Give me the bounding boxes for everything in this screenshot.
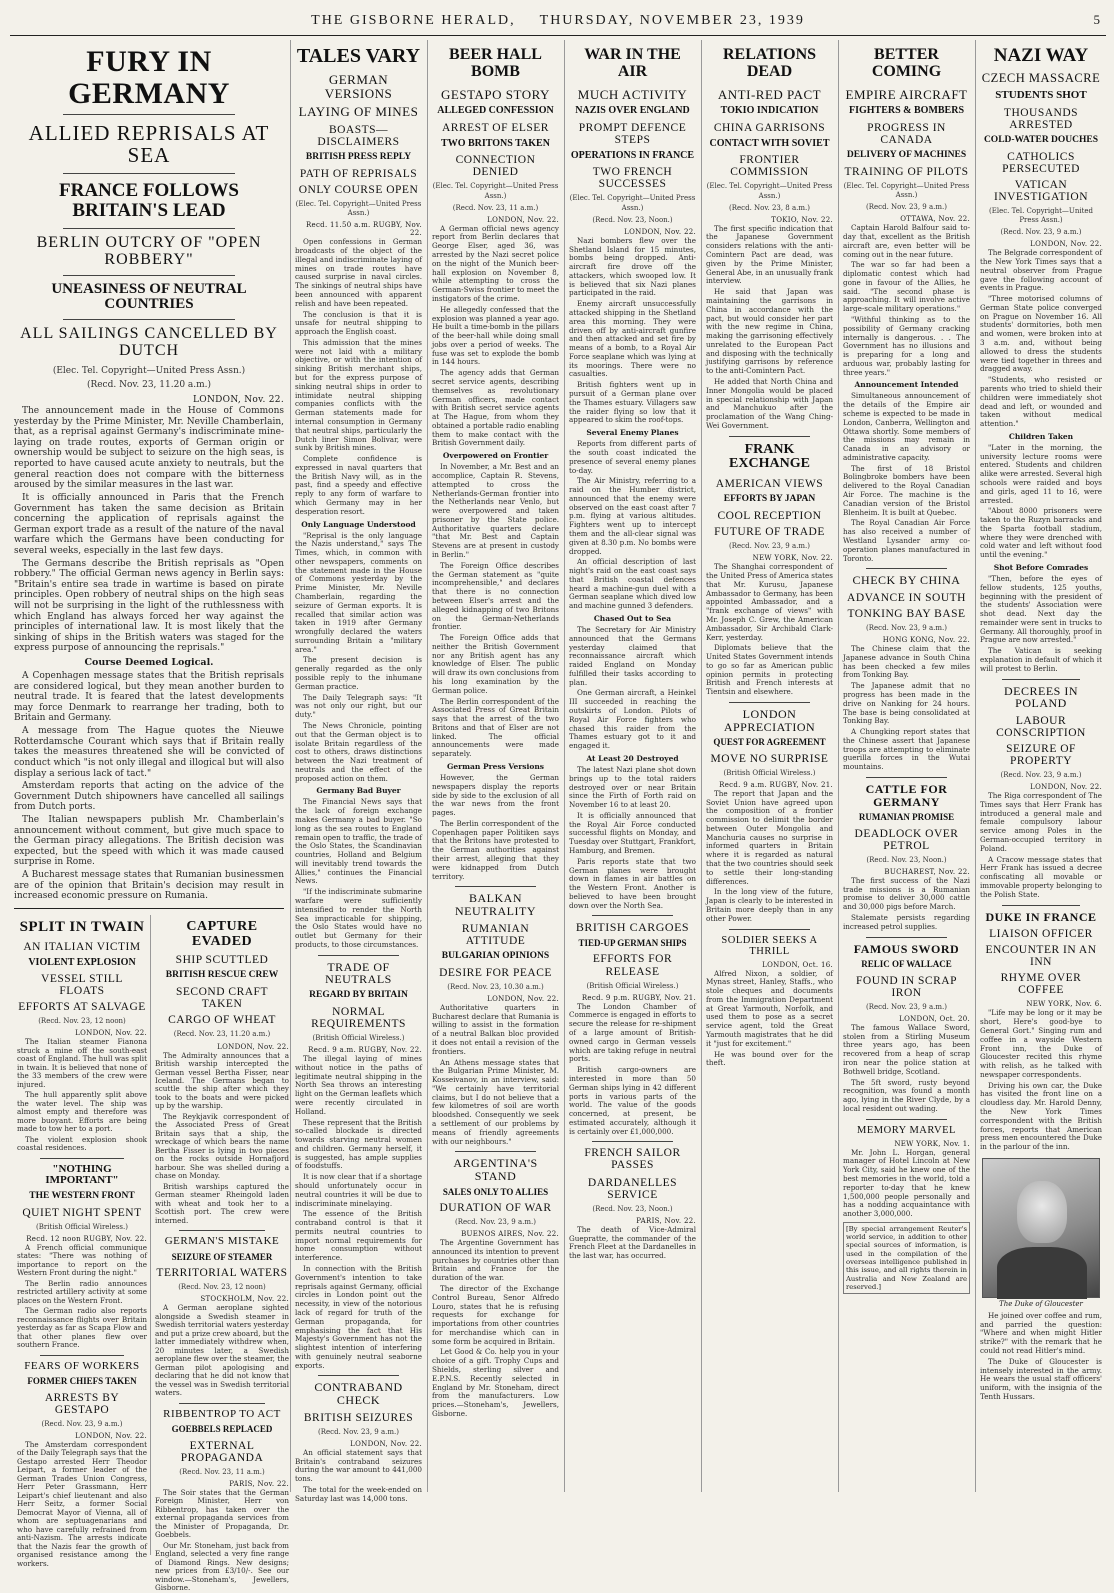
subhead: TWO FRENCH SUCCESSES [592, 166, 673, 191]
subhead: BERLIN OUTCRY OF "OPEN ROBBERY" [36, 233, 262, 268]
subhead: BRITISH RESCUE CREW [165, 970, 279, 981]
subhead: COOL RECEPTION [717, 510, 822, 523]
received-line: (Recd. Nov. 23, 9 a.m.) [455, 1218, 536, 1227]
subhead: CONNECTION DENIED [455, 154, 536, 179]
section-subhead: Announcement Intended [854, 380, 959, 390]
subhead: GOEBBELS REPLACED [171, 1424, 273, 1435]
subhead: GERMAN VERSIONS [324, 72, 393, 101]
subhead: RUMANIAN PROMISE [858, 812, 955, 823]
article-paragraph: The Daily Telegraph says: "It was not only our right, but our duty." [295, 692, 422, 720]
advertisement: Let Good & Co. help you in your choice of a gift. Trophy Cups and Shields, sterling silver and E.P.N.S. Recently selected in England by Mr. Stoneham, direct from the manufacturers. Low prices.—Stoneham's, Jewellers, Gisborne. [432, 1347, 559, 1418]
article-paragraph: The first success of the Nazi trade missions is a Rumanian promise to deliver 30,000 cattle and 30,000 pigs before March. [843, 875, 970, 912]
headline-cattle-for-germany: CATTLE FOR GERMANY [865, 782, 948, 809]
article-paragraph: The director of the Exchange Control Bureau, Senor Alfredo Louro, states that he is refusing requests for exchange for importations from other countries for merchandise which can in some form be acquired in Britain. [432, 1284, 559, 1346]
section-subhead: Shot Before Comrades [993, 563, 1089, 573]
article-paragraph: An official statement says that Britain's contraband seizures during the war amount to 441,000 tons. [295, 1447, 422, 1484]
place-line: LONDON, Nov. 22. [1030, 240, 1102, 249]
subhead: ALL SAILINGS CANCELLED BY DUTCH [20, 325, 278, 359]
subhead: EMPIRE AIRCRAFT [845, 86, 968, 102]
article-paragraph: "Withful thinking as to the possibility of Germany cracking internally is dangerous. . . The Government has no illusions and is preparing for a long and arduous war, probably lasting for three years." [843, 314, 970, 377]
subhead: CARGO OF WHEAT [168, 1014, 276, 1027]
subhead: CHINA GARRISONS [713, 121, 826, 134]
article-paragraph: Complete confidence is expressed in naval quarters that the British Navy will, as in the past, find a speedy and effective reply to any form of warfare to which Germany may in her desperation resort. [295, 454, 422, 516]
headline-decrees-in-poland: DECREES IN POLAND [1004, 683, 1078, 711]
subhead: LIAISON OFFICER [989, 928, 1093, 941]
article-paragraph: Paris reports state that two German planes were brought down in flames in air battles on the Western Front. Another is believed to have been brought down over the North Sea. [569, 856, 696, 910]
article-paragraph: The famous Wallace Sword, stolen from a Stirling Museum three years ago, has been recovered from a heap of scrap iron near the police station at Bothwell bridge, Scotland. [843, 1022, 970, 1076]
place-line: LONDON, Nov. 22. [624, 227, 696, 236]
article-paragraph: Stalemate persists regarding increased petrol supplies. [843, 913, 970, 931]
article-paragraph: Open confessions in German broadcasts of the object of the illegal and indiscriminate laying of mines on trade routes have caused surprise in naval circles. The sinkings of neutral ships have been announced with apparent relish and have been repeated. [295, 237, 422, 308]
section-subhead: Several Enemy Planes [586, 428, 679, 438]
credit-line: (Elec. Tel. Copyright—United Press Assn.) [988, 206, 1094, 225]
subhead: SALES ONLY TO ALLIES [442, 1186, 549, 1197]
place-line: TOKIO, Nov. 22. [771, 215, 833, 224]
duke-of-gloucester-photo [982, 1158, 1100, 1298]
received-line: (Recd. Nov. 23, 9 a.m.) [1000, 771, 1082, 780]
column-war-in-the-air [564, 40, 700, 1492]
headline-frank-exchange: FRANK EXCHANGE [729, 441, 810, 472]
article-paragraph: "Then, before the eyes of fellow students, 125 youths, beginning with the president of the students' Association were shot dead. Next day the remainder were sent in trucks to Germany. All thoroughly, proof in Prague are now arrested." [980, 574, 1102, 645]
article-paragraph: The Royal Canadian Air Force has also received a number of Westland Lysander army co-operation planes manufactured in Toronto. [843, 518, 970, 563]
article-paragraph: "Later in the morning, the university lecture rooms were entered. Students and children alike were arrested. Several high schools were raided and boys and girls, aged 11 to 16, were arrested. [980, 442, 1102, 505]
page-number: 5 [1093, 12, 1102, 27]
subhead: ALLEGED CONFESSION [437, 105, 554, 117]
headline-check-by-china: CHECK BY CHINA [852, 573, 961, 588]
article-paragraph: The Amsterdam correspondent of the Daily Telegraph says that the Gestapo arrested Herr Theodor Leipart, a former leader of the German Trades Union Congress, Herr Peter Grassmann, Herr Leipart's chief lieutenant and also Herr Seitz, a former Social Democrat Mayor of Vienna, all of whom are septuagenarians and who have carefully refrained from anti-Nazism. The arrests indicate that the Nazis fear the growth of organised resistance among the workers. [17, 1439, 147, 1568]
article-paragraph: British warships captured the German steamer Rheingold laden with wheat and took her to a Scottish port. The crew were interned. [155, 1181, 289, 1225]
article-paragraph: The war so far had been a diplomatic contest which had gone in favour of the Allies, he said. "The second phase is approaching. It will involve active large-scale military operations." [843, 260, 970, 314]
subhead: TOKIO INDICATION [720, 105, 819, 117]
masthead [10, 6, 1106, 36]
article-paragraph: British fighters went up in pursuit of a German plane over the Thames estuary. Villagers saw the raider flying so low that it appeared to skim the roof-tops. [569, 380, 696, 425]
place-line: LONDON, Nov. 22. [1030, 783, 1102, 792]
received-line: (Recd. Nov. 23, 10.30 a.m.) [447, 982, 544, 991]
article-paragraph: Mr. John L. Horgan, general manager of Hotel Lincoln at New York City, said he knew one of the best memories in the world, told a reporter to-day that he knew 1,500,000 people personally and has a nodding acquaintance with another 3,000,000. [843, 1147, 970, 1219]
received-line: (Recd. Nov. 23, 12 noon) [178, 1283, 266, 1292]
article-paragraph: The Berlin correspondent of the Associated Press of Great Britain says that the arrest of the two Britons and that of Elser are not linked. The official announcements were made separately. [432, 696, 559, 759]
article-paragraph: The first specific indication that the Japanese Government considers relations with the anti-Comintern Pact are dead, was given by the Prime Minister, General Abe, in an unusually frank interview. [706, 223, 834, 286]
subhead: FIGHTERS & BOMBERS [848, 105, 965, 117]
section-subhead: Overpowered on Frontier [442, 451, 549, 461]
credit-line: (Elec. Tel. Copyright—United Press Assn.) [432, 182, 559, 200]
headline-relations-dead: RELATIONS DEAD [722, 46, 817, 80]
headline-ribbentrop-to-act: RIBBENTROP TO ACT [163, 1407, 281, 1420]
subhead: NORMAL REQUIREMENTS [311, 1005, 406, 1030]
place-line: Recd. 11.50 a.m. RUGBY, Nov. 22. [305, 221, 422, 238]
subhead: MOVE NO SURPRISE [710, 752, 829, 765]
headline-argentinas-stand: ARGENTINA'S STAND [453, 1156, 538, 1183]
subhead: MUCH ACTIVITY [577, 86, 688, 102]
section-subhead: Children Taken [1008, 431, 1074, 441]
headline-war-in-the-air: WAR IN THE AIR [584, 46, 681, 80]
article-paragraph: He said that Japan was maintaining the garrisons in China in accordance with the pact, but would consider her part with the new regime in China, making the garrisoning effectively unrelated to the European Pact and disposing with the technically justifying garrisons by reference to the anti-Comintern Pact. [706, 287, 833, 376]
subhead: FRONTIER COMMISSION [730, 154, 809, 179]
article-paragraph: The announcement made in the House of Commons yesterday by the Prime Minister, Mr. Neville Chamberlain, that, as a reprisal against Germany's indiscriminate mine-laying on trade routes, exports of German origin or ownership would be subject to seizure on the high seas, is reported to have caused acute anxiety to neutrals, but the general reaction does not compare with the bitterness aroused by the similar measures in the last war. [14, 406, 284, 491]
article-paragraph: Reports from different parts of the south coast indicated the presence of several enemy planes to-day. [569, 439, 696, 475]
subhead: PROMPT DEFENCE STEPS [578, 121, 687, 146]
headline-memory-marvel: MEMORY MARVEL [857, 1124, 956, 1136]
subhead: EFFORTS FOR RELEASE [592, 953, 673, 978]
subhead: ARRESTS BY GESTAPO [44, 1391, 120, 1416]
received-line: (Recd. Nov. 23, 9 a.m.) [729, 542, 810, 551]
article-paragraph: The latest Nazi plane shot down brings up to the total raiders destroyed over or near Britain since the Firth of Forth raid on November 16 to at least 20. [569, 764, 696, 810]
copyright-note: [By special arrangement Reuter's world service, in addition to other special sources of information, is used in the compilation of the overseas intelligence published in this issue, and all rights therein in Australia and New Zealand are reserved.] [843, 1222, 970, 1294]
lead-split [14, 915, 289, 1593]
subhead: FUTURE OF TRADE [714, 526, 825, 539]
article-paragraph: The Argentine Government has announced its intention to prevent purchases by countries other than Britain and France for the duration of the war. [432, 1238, 559, 1283]
subhead: CONTACT WITH SOVIET [709, 137, 830, 149]
article-paragraph: The hull apparently split above the water level. The ship was almost empty and therefore was more buoyant. Efforts are being made to tow her to a port. [17, 1090, 147, 1134]
subhead: OPERATIONS IN FRANCE [570, 149, 695, 161]
credit-line: (Elec. Tel. Copyright—United Press Assn.) [843, 181, 970, 199]
headline-germans-mistake: GERMAN'S MISTAKE [164, 1235, 280, 1248]
article-paragraph: Simultaneous announcement of the details of the Empire air scheme is expected to be made in London, Canberra, Wellington and Ottawa shortly. Some members of the missions may remain in Canada in an advisory or administrative capacity. [843, 391, 970, 462]
article-paragraph: The Riga correspondent of The Times says that Herr Frank has introduced a general male and female compulsory labour service among Poles in the German-occupied territory in Poland. [980, 791, 1102, 853]
subhead: TERRITORIAL WATERS [156, 1267, 288, 1280]
credit-line: (British Official Wireless.) [312, 1033, 405, 1042]
headline-french-sailor-passes: FRENCH SAILOR PASSES [584, 1147, 681, 1172]
article-paragraph: He allegedly confessed that the explosion was planned a year ago. He built a time-bomb in the pillars of the beer-hall while doing small jobs over a period of weeks. The fuse was set to explode the bomb in 144 hours. [432, 304, 559, 367]
subhead: EFFORTS BY JAPAN [723, 494, 816, 505]
article-paragraph: A German aeroplane sighted alongside a Swedish steamer in Swedish territorial waters yesterday and put a prize crew aboard, but the latter immediately withdrew when, 20 minutes later, a Swedish aeroplane flew over the steamer, the German pilot apologising and declaring that he did not know that the vessel was in Swedish territorial waters. [155, 1303, 289, 1398]
subhead: THE WESTERN FRONT [29, 1190, 135, 1201]
place-line: LONDON, Nov. 22. [487, 994, 559, 1003]
subhead: BRITISH SEIZURES [303, 1411, 414, 1424]
article-paragraph: The Soir states that the German Foreign Minister, Herr von Ribbentrop, has taken over the external propaganda services from the Minister of Propaganda, Dr. Goebbels. [155, 1487, 289, 1540]
place-line: LONDON, Nov. 22. [350, 1439, 422, 1448]
headline-beer-hall-bomb: BEER HALL BOMB [449, 46, 542, 80]
place-line: Recd. 9 p.m. RUGBY, Nov. 21. [581, 993, 696, 1002]
article-paragraph: In November, a Mr. Best and an accomplice, Captain R. Stevens, attempted to cross the Netherlands-German frontier into the Netherlands near Venlo, but were overpowered and taken prisoner by the State police. Authoritative quarters declare "that Mr. Best and Captain Stevens are at present in custody in Berlin." [432, 462, 559, 560]
subhead: PATH OF REPRISALS [299, 168, 418, 181]
article-paragraph: The Foreign Office describes the German statement as "quite incomprehensible," and declares that there is no connection between Elser's arrest and the alleged kidnapping of two Britons on the German-Netherlands frontier. [432, 560, 559, 632]
credit-line: (Elec. Tel. Copyright—United Press Assn.) [295, 200, 422, 218]
headline-trade-of-neutrals: TRADE OF NEUTRALS [325, 959, 392, 987]
article-paragraph: Alfred Nixon, a soldier, of Mynas street, Hanley, Staffs., who stole cheques and documents from the Immigration Department at Great Yarmouth, Norfolk, and used them to pose as a secret service agent, told the Great Yarmouth magistrates that he did it "just for excitement." [706, 968, 833, 1048]
headline-contraband-check: CONTRABAND CHECK [314, 1380, 403, 1408]
credit-line: (British Official Wireless.) [586, 981, 679, 990]
article-paragraph: "Life may be long or it may be short, Here's good-bye to General Gort." Singing rum and coffee in a wayside Western Front inn, the Duke of Gloucester recited this rhyme with relish, as he talked with newspaper correspondents. [980, 1008, 1102, 1079]
place-line: LONDON, Nov. 22. [75, 1029, 147, 1038]
subhead: SEIZURE OF STEAMER [171, 1251, 273, 1262]
received-line: (Recd. Nov. 23, 9 a.m.) [41, 1419, 123, 1428]
headline-split-in-twain: SPLIT IN TWAIN [19, 918, 145, 935]
column-capture-evaded [152, 915, 292, 1593]
subhead: VATICAN INVESTIGATION [993, 178, 1088, 203]
article-paragraph: An official description of last night's raid on the east coast says that British coastal defences heard a machine-gun duel with a German seaplane which dived low and machine gunned 3 defenders. [569, 557, 696, 611]
received-line: (Recd. Nov. 23, 12 noon) [38, 1017, 126, 1026]
subhead: QUEST FOR AGREEMENT [713, 737, 826, 748]
place-line: LONDON, Nov. 22. [217, 1042, 289, 1051]
article-paragraph: The Duke of Gloucester is intensely interested in the army. He wears the usual staff officers' uniform, with the insignia of the Tenth Hussars. [980, 1356, 1102, 1401]
place-line: PARIS, Nov. 22. [229, 1479, 289, 1488]
photo-caption: The Duke of Gloucester [999, 1299, 1083, 1308]
subhead: AMERICAN VIEWS [715, 478, 824, 491]
received-line: (Recd. Nov. 23, 9 a.m.) [866, 624, 947, 633]
subhead: FORMER CHIEFS TAKEN [27, 1376, 137, 1387]
article-paragraph: A Cracow message states that Herr Frank has issued a decree confiscating all movable or immovable property belonging to the Polish State. [980, 854, 1102, 899]
received-line: (Recd. Nov. 23, 9 a.m.) [866, 203, 947, 212]
subhead: LAYING OF MINES [298, 104, 419, 120]
article-paragraph: The total for the week-ended on Saturday last was 14,000 tons. [295, 1484, 422, 1503]
article-paragraph: The Berlin radio announces restricted artillery activity at some places on the Western Front. [17, 1278, 147, 1305]
headline-balkan-neutrality: BALKAN NEUTRALITY [455, 891, 536, 918]
subhead: VESSEL STILL FLOATS [41, 973, 123, 998]
article-paragraph: A Copenhagen message states that the British reprisals are considered logical, but they mean another burden to neutral trade. It is feared that the latest developments may force Denmark to rearrange her trading, both to Britain and Germany. [14, 671, 284, 724]
article-paragraph: "If the indiscriminate submarine warfare were sufficiently intensified to render the North Sea impracticable for shipping, the Oslo States would have no outlet but Germany for their products, to those circumstances. [295, 887, 422, 949]
article-paragraph: A message from The Hague quotes the Nieuwe Rotterdamsche Courant which says that if Britain really takes the measures threatened she will be convicted of conduct which "is not only illegal and illogical but will also display a serious lack of tact." [14, 726, 284, 779]
subhead: AN ITALIAN VICTIM [23, 940, 141, 953]
subhead: BRITISH PRESS REPLY [305, 152, 412, 163]
section-subhead: At Least 20 Destroyed [586, 753, 679, 763]
subhead: SHIP SCUTTLED [175, 954, 269, 967]
article-paragraph: It is now clear that if a shortage should unfortunately occur in neutral countries it will be due to indiscriminate minelaying. [295, 1172, 422, 1208]
article-paragraph: The Admiralty announces that a British warship intercepted the German vessel Bertha Fisser, near Iceland. The Germans began to scuttle the ship after which they took to the boats and were picked up by the warship. [155, 1050, 289, 1111]
article-paragraph: The Air Ministry, referring to a raid on the Humber district, announced that the enemy were observed on the east coast after 7 p.m. flying at various altitudes. Fighters went up to intercept them and the all-clear signal was given at 8.30 p.m. No bombs were dropped. [569, 476, 696, 556]
article-paragraph: The Italian newspapers publish Mr. Chamberlain's announcement without comment, but give much space to the German piracy allegations. The British decision was expected, but the speed with which it was made caused surprise in Rome. [14, 814, 284, 868]
subhead: QUIET NIGHT SPENT [22, 1206, 142, 1219]
column-lead [10, 40, 289, 1593]
article-paragraph: The present decision is generally regarded as the only possible reply to the inhumane German practice. [295, 655, 422, 691]
subhead: ALLIED REPRISALS AT SEA [28, 121, 270, 168]
place-line: Recd. 12 noon RUGBY, Nov. 22. [26, 1234, 147, 1243]
article-paragraph: The agency adds that German secret service agents, describing themselves as revolutionary German officers, made contact with British secret service agents at The Hague, from whom they obtained a portable radio enabling them to make contact with the British Government daily. [432, 368, 559, 448]
place-line: Recd. 9 a.m. RUGBY, Nov. 21. [719, 780, 833, 789]
place-line: BUENOS AIRES, Nov. 22. [461, 1230, 559, 1239]
article-paragraph: One German aircraft, a Heinkel III succeeded in reaching the outskirts of London. Pilots of Royal Air Force fighters who chased this raider from the Thames estuary got to it and engaged it. [569, 688, 696, 751]
article-paragraph: It is officially announced that the Royal Air Force conducted successful flights on Monday, and Tuesday over Stuttgart, Frankfort, Hamburg, and Bremen. [569, 810, 696, 855]
article-paragraph: A German official news agency report from Berlin declares that George Elser, aged 36, was arrested by the Nazi secret police on the night of the Munich beer-hall explosion on November 8, while attempting to cross the German-Swiss frontier to meet the instigators of the crime. [432, 223, 559, 303]
article-paragraph: A French official communique states: "There was nothing of importance to report on the Western Front during the night." [17, 1242, 147, 1278]
article-paragraph: An Athens message states that the Bulgarian Prime Minister, M. Kosseivanov, in an interview, said: "We certainly have territorial claims, but I do not believe that a few kilometres of soil are worth bloodshed. Consequently we seek a settlement of our problems by means of friendly agreements with our neighbours." [432, 1057, 559, 1146]
column-better-coming [838, 40, 974, 1492]
subhead: DARDANELLES SERVICE [587, 1176, 678, 1201]
section-subhead: Germany Bad Buyer [316, 786, 401, 796]
subhead: THOUSANDS ARRESTED [1003, 106, 1079, 131]
article-paragraph: The Italian steamer Fianona struck a mine off the south-east coast of England. The hull was split in twain. It is believed that none of the 33 members of the crew were injured. [17, 1037, 147, 1089]
article-paragraph: Nazi bombers flew over the Shetland Island for 15 minutes, bombs being dropped. Anti-aircraft fire drove off the attackers, which swooped low. It is believed that six Nazi planes participated in the raid. [569, 235, 696, 298]
subhead: SEIZURE OF PROPERTY [1006, 742, 1076, 767]
headline-british-cargoes: BRITISH CARGOES [575, 920, 690, 935]
subhead: VIOLENT EXPLOSION [28, 956, 136, 968]
article-paragraph: It is officially announced in Paris that the French Government has taken the same decision as Britain concerning the application of reprisals against the German export trade as a result of the nature of the naval warfare which the Germans have been conducting for several weeks, especially in the last few days. [14, 492, 284, 556]
received-line: (Recd. Nov. 23, 9 a.m.) [866, 1002, 947, 1011]
subhead: NAZIS OVER ENGLAND [575, 105, 690, 117]
article-paragraph: Diplomats believe that the United States Government intends to go so far as American public opinion permits in protecting British and French interests at Tientsin and elsewhere. [706, 643, 833, 697]
subhead: STUDENTS SHOT [995, 89, 1087, 102]
subhead: CATHOLICS PERSECUTED [1002, 150, 1080, 175]
article-paragraph: He was bound over for the theft. [706, 1049, 833, 1068]
article-paragraph: "Students, who resisted or parents who tried to shield their children were immediately shot dead and left, or wounded and taken without medical attention." [980, 375, 1102, 429]
article-paragraph: "Three motorised columns of German State police converged on Prague on November 16. All students' dormitories, both men and women, were broken into at 3 a.m. and, without being allowed to dress the students were tied together in threes and dragged away. [980, 294, 1102, 374]
place-line: NEW YORK, Nov. 22. [752, 554, 833, 563]
place-line: LONDON, Oct. 16. [762, 960, 833, 969]
received-line: (Recd. Nov. 23, Noon.) [592, 215, 673, 224]
article-paragraph: A Chungking report states that the Chinese assert that Japanese troops are attempting to eliminate guerilla forces in the Wutai mountains. [843, 727, 970, 772]
subhead: RELIC OF WALLACE [861, 959, 952, 970]
headline-fury-in-germany: FURY IN GERMANY [68, 45, 230, 110]
subhead: DEADLOCK OVER PETROL [854, 827, 959, 852]
credit-line: (Elec. Tel. Copyright—United Press Assn.) [569, 194, 696, 212]
subhead: ONLY COURSE OPEN [298, 184, 419, 197]
headline-soldier-seeks-a-thrill: SOLDIER SEEKS A THRILL [721, 934, 818, 957]
article-paragraph: Driving his own car, the Duke has visited the front line on a cloudless day. Mr. Harold Denny, the New York Times correspondent with the British forces, reports that American press men encountered the Duke in the parlour of the inn. [980, 1080, 1102, 1152]
article-paragraph: In the long view of the future, Japan is clearly to be interested in Britain more deeply than in any other Power. [706, 887, 833, 923]
article-paragraph: In connection with the British Government's intention to take reprisals against Germany, official circles in London point out the necessity, in view of the notorious lack of regard for truth of the German propaganda, for emphasising the fact that His Majesty's Government has not the slightest intention of interfering with genuinely neutral seaborne exports. [295, 1264, 422, 1370]
article-paragraph: "About 8000 prisoners were taken to the Ruzyn barracks and the Sparta football stadium, where they were drenched with cold water and left without food until the evening." [980, 506, 1102, 560]
subhead: LABOUR CONSCRIPTION [996, 714, 1086, 739]
article-paragraph: The German radio also reports reconnaissance flights over Britain yesterday as far as Scapa Flow and that other planes flew over southern France. [17, 1306, 147, 1350]
subhead: DESIRE FOR PEACE [439, 966, 552, 979]
column-tales-vary [290, 40, 426, 1503]
credit-line: (British Official Wireless.) [723, 768, 816, 777]
received-line: (Recd. Nov. 23, Noon.) [866, 855, 947, 864]
subhead: FOUND IN SCRAP IRON [856, 974, 957, 999]
article-paragraph: This admission that the mines were not laid with a military objective, or with the intention of sinking British merchant ships, but for the express purpose of sinking neutral ships in order to intimidate neutral shipping companies conflicts with the German statements made for internal consumption in Germany that neutral ships, particularly the Dutch liner Simon Bolivar, were sunk by British mines. [295, 337, 422, 453]
article-paragraph: The News Chronicle, pointing out that the German object is to isolate Britain regardless of the cost to others, draws distinctions between the Nazi treatment of neutrals and the effect of the proposed action on them. [295, 720, 422, 783]
article-paragraph: These represent that the British so-called blockade is directed towards starving neutral women and children. Germany herself, it is suggested, has ample supplies of foodstuffs. [295, 1117, 422, 1171]
received-line: (Recd. Nov. 23, 11 a.m.) [179, 1467, 265, 1476]
article-paragraph: The Foreign Office adds that neither the British Government nor any British agent has any knowledge of Elser. The public will draw its own conclusions from his long examination by the German police. [432, 633, 559, 695]
article-paragraph: The Secretary for Air Ministry announced that the Germans yesterday claimed that reconnaissance aircraft which raided England on Monday fulfilled their tasks according to plan. [569, 625, 696, 687]
article-paragraph: The Financial News says that the lack of foreign exchange makes Germany a bad buyer. "So long as the sea routes to England remain open to traffic, the trade of the Oslo States, the Scandinavian countries, Holland and Belgium will inevitably trend towards the Allies," continues the Financial News. [295, 797, 422, 886]
article-paragraph: "Reprisal is the only language the Nazis understand," says The Times, which, in common with other newspapers, comments on the statement made in the House of Commons yesterday by the Prime Minister, Mr. Neville Chamberlain, regarding the seizure of German exports. It is recalled that similar action was taken in 1919 after Germany wrongfully declared the waters surrounding Britain a "military area." [295, 530, 422, 654]
article-paragraph: However, the German newspapers display the reports side by side to the exclusion of all the war news from the front pages. [432, 773, 559, 818]
headline-london-appreciation: LONDON APPRECIATION [723, 707, 816, 734]
credit-line: (British Official Wireless.) [36, 1222, 128, 1231]
subhead: DELIVERY OF MACHINES [846, 149, 967, 160]
place-line: OTTAWA, Nov. 22. [900, 215, 970, 224]
place-line: LONDON, Nov. 22. [487, 215, 559, 224]
article-paragraph: He added that North China and Inner Mongolia would be placed in special relationship with Japan and Manchukuo after the proclamation of the Wang Ching-Wei Government. [706, 376, 833, 430]
article-paragraph: The report that Japan and the Soviet Union have agreed upon the composition of a frontier commission to delimit the border between Outer Mongolia and Manchuria causes no surprise in informed quarters in Britain where it is regarded as natural that the two countries should seek to settle their long-standing differences. [706, 788, 833, 886]
place-line: PARIS, Nov. 22. [636, 1216, 696, 1225]
subhead: REGARD BY BRITAIN [309, 989, 408, 1000]
place-line: NEW YORK, Nov. 6. [1026, 1000, 1102, 1009]
article-paragraph: Captain Harold Balfour said to-day that, excellent as the British aircraft are, even better will be coming out in the near future. [843, 223, 970, 259]
subhead: FRANCE FOLLOWS BRITAIN'S LEAD [59, 180, 239, 222]
received-line: (Recd. Nov. 23, 11.20 a.m.) [173, 1030, 271, 1039]
subhead: GESTAPO STORY [441, 86, 550, 102]
subhead: ADVANCE IN SOUTH [847, 591, 966, 604]
article-paragraph: The 5ft sword, rusty beyond recognition, was found a month ago, lying in the River Clyde, by a local resident out wading. [843, 1077, 970, 1113]
credit-line: (Elec. Tel. Copyright—United Press Assn.) [52, 365, 246, 376]
subhead: CZECH MASSACRE [981, 70, 1101, 85]
article-paragraph: The London Chamber of Commerce is engaged in efforts to secure the release for re-shipment of a large amount of British-owned cargo in German vessels which are taking refuge in neutral ports. [569, 1001, 696, 1064]
received-line: (Recd. Nov. 23, Noon.) [592, 1204, 673, 1213]
subhead: EXTERNAL PROPAGANDA [180, 1439, 264, 1464]
section-subhead: Only Language Understood [301, 519, 416, 529]
article-paragraph: The Belgrade correspondent of the New York Times says that a neutral observer from Prague gave the following account of events in Prague. [980, 248, 1102, 293]
headline-capture-evaded: CAPTURE EVADED [186, 918, 258, 949]
advertisement: Our Mr. Stoneham, just back from England, selected a very fine range of Diamond Rings. New designs; new prices from £3/10/-. See our window.—Stoneham's, Jewellers, Gisborne. [155, 1540, 289, 1593]
subhead: BULGARIAN OPINIONS [441, 950, 550, 961]
paper-name: THE GISBORNE HERALD, [311, 12, 516, 28]
headline-tales-vary: TALES VARY [296, 45, 421, 67]
subhead: ARREST OF ELSER [442, 121, 549, 134]
article-paragraph: He joined over coffee and rum, and parried the question: "Where and when might Hitler strike?" with the remark that he could not read Hitler's mind. [980, 1310, 1102, 1356]
place-line: Recd. 9 a.m. RUGBY, Nov. 22. [308, 1046, 422, 1055]
place-line: BUCHAREST, Nov. 22. [884, 867, 970, 876]
subhead: SECOND CRAFT TAKEN [176, 986, 268, 1011]
column-beer-hall-bomb [427, 40, 563, 1492]
subhead: BOASTS—DISCLAIMERS [317, 123, 400, 148]
subhead: EFFORTS AT SALVAGE [18, 1001, 146, 1014]
headline-better-coming: BETTER COMING [871, 46, 942, 80]
section-subhead: Chased Out to Sea [593, 614, 672, 624]
place-line: LONDON, Oct. 20. [899, 1014, 970, 1023]
subhead: RHYME OVER COFFEE [1000, 972, 1082, 997]
headline-nazi-way: NAZI WAY [993, 45, 1089, 66]
article-paragraph: The Berlin correspondent of the Copenhagen paper Politiken says that the Britons have protested to the German authorities against their arrest, alleging that they were kidnapped from Dutch territory. [432, 818, 559, 881]
article-paragraph: Enemy aircraft unsuccessfully attacked shipping in the Shetland area this morning. They were driven off by anti-aircraft gunfire and then attacked and set fire by means of a bomb, to a Royal Air Force seaplane which was lying at its moorings. There were no casualties. [569, 299, 696, 379]
article-paragraph: The death of Vice-Admiral Guepratte, the commander of the French Fleet at the Dardanelles in the last war, has occurred. [569, 1224, 696, 1261]
subhead: ENCOUNTER IN AN INN [985, 944, 1097, 969]
article-paragraph: A Bucharest message states that Rumanian businessmen are of the opinion that Britain's decision may result in increased economic pressure on Rumania. [14, 870, 284, 902]
subhead: PROGRESS IN CANADA [867, 121, 946, 146]
section-subhead: Course Deemed Logical. [84, 657, 214, 669]
article-paragraph: The Reykjavik correspondent of the Associated Press of Great Britain says that a ship, the wreckage of which bears the name Bertha Fisser is lying in two pieces on the rocks outside Hornafjord harbour. She was shelled during a chase on Monday. [155, 1111, 289, 1181]
column-split-in-twain [14, 915, 151, 1568]
received-line: (Recd. Nov. 23, 11.20 a.m.) [86, 380, 212, 391]
article-paragraph: The conclusion is that it is unsafe for neutral shipping to approach the English coast. [295, 309, 422, 337]
paper-date: THURSDAY, NOVEMBER 23, 1939 [539, 12, 805, 28]
place-line: STOCKHOLM, Nov. 22. [200, 1295, 289, 1304]
section-subhead: German Press Versions [446, 762, 544, 772]
article-paragraph: The Japanese admit that no progress has been made in the drive on Nanking for 24 hours. The base is being consolidated at Tonking Bay. [843, 681, 970, 726]
received-line: (Recd. Nov. 23, 9 a.m.) [318, 1427, 399, 1436]
received-line: (Recd. Nov. 23, 8 a.m.) [729, 203, 810, 212]
article-paragraph: The violent explosion shook coastal residences. [17, 1134, 147, 1153]
article-paragraph: British cargo-owners are interested in more than 50 German ships lying in 42 different ports in various parts of the world. The value of the goods concerned, at present, be estimated accurately, although it is certainly over £1,000,000. [569, 1065, 696, 1136]
subhead: UNEASINESS OF NEUTRAL COUNTRIES [51, 280, 247, 313]
credit-line: (Elec. Tel. Copyright—United Press Assn.) [706, 182, 833, 200]
received-line: (Recd. Nov. 23, 9 a.m.) [1000, 228, 1082, 237]
place-line: LONDON, Nov. 22. [75, 1431, 147, 1440]
column-nazi-way [975, 40, 1106, 1492]
place-line: HONG KONG, Nov. 22. [882, 636, 970, 645]
subhead: TIED-UP GERMAN SHIPS [578, 938, 687, 949]
article-paragraph: Authoritative quarters in Bucharest declare that Rumania is willing to assist in the formation of a neutral Balkan bloc provided it does not entail a revision of the frontiers. [432, 1002, 559, 1056]
headline-famous-sword: FAMOUS SWORD [853, 941, 960, 956]
article-paragraph: The Vatican is seeking explanation in default of which it will protest to Berlin. [980, 646, 1102, 673]
headline-nothing-important: "NOTHING IMPORTANT" [45, 1162, 119, 1187]
article-paragraph: The first of 18 Bristol Bolingbroke bombers have been delivered to the Royal Canadian Air Force. The machine is the Canadian version of the Bristol Blenheim. It is built at Quebec. [843, 463, 970, 517]
column-relations-dead [701, 40, 837, 1492]
place-line: NEW YORK, Nov. 1. [894, 1139, 970, 1148]
headline-fears-of-workers: FEARS OF WORKERS [24, 1359, 140, 1372]
article-paragraph: The Germans describe the British reprisals as "Open robbery." The official German news agency in Berlin says: "Britain's entire sea trade in wartime is based on pirate principles. Open robbery of neutral ships on the high seas will not be surprising in the light of the ruthlessness with which England has always forced her way against the principles of international law. It is most likely that the sinking of ships in the British waters was staged for the express purpose of announcing the reprisals." [14, 558, 284, 654]
article-paragraph: The Shanghai correspondent of the United Press of America states that Mr. Kurusu, Japanese Ambassador to Germany, has been appointed Ambassador, and a "frank exchange of views" with Mr. Joseph C. Grew, the American Ambassador, Sir Archibald Clark-Kerr, yesterday. [706, 562, 833, 642]
newspaper-page [10, 6, 1106, 1593]
headline-duke-in-france: DUKE IN FRANCE [985, 909, 1097, 924]
article-paragraph: The Chinese claim that the Japanese advance in South China has been checked a few miles from Tonking Bay. [843, 644, 970, 680]
subhead: TRAINING OF PILOTS [844, 165, 969, 178]
article-paragraph: The essence of the British contraband control is that it permits neutral countries to import normal requirements for home consumption without interference. [295, 1209, 422, 1263]
subhead: COLD-WATER DOUCHES [983, 134, 1099, 145]
subhead: DURATION OF WAR [439, 1201, 552, 1214]
place-line: LONDON, Nov. 22. [193, 395, 284, 406]
article-paragraph: Amsterdam reports that acting on the advice of the Government Dutch shipowners have cancelled all sailings from Dutch ports. [14, 781, 284, 813]
article-paragraph: The illegal laying of mines without notice in the paths of legitimate neutral shipping in the North Sea throws an interesting light on the German leaflets which were recently circulated in Holland. [295, 1054, 422, 1116]
received-line: (Recd. Nov. 23, 11 a.m.) [452, 203, 539, 212]
subhead: ANTI-RED PACT [717, 86, 822, 102]
subhead: RUMANIAN ATTITUDE [461, 922, 530, 947]
subhead: TONKING BAY BASE [847, 607, 966, 620]
subhead: TWO BRITONS TAKEN [441, 137, 550, 149]
